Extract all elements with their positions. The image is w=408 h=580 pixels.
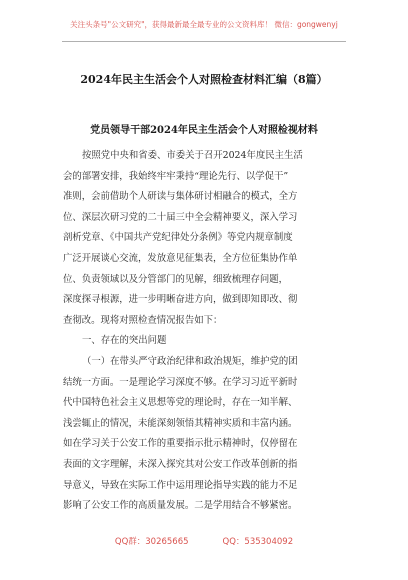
body-line: 如在学习关于公安工作的重要指示批示精神时，仅停留在 xyxy=(63,438,298,450)
body-line: 广泛开展谈心交流，发放意见征集表，全方位征集协作单 xyxy=(63,252,298,264)
qq-number: QQ：535304092 xyxy=(222,537,294,547)
body-line: 按照党中央和省委、市委关于召开2024年度民主生活 xyxy=(82,150,303,161)
header-divider xyxy=(62,41,346,42)
body-line: 表面的文字理解，未深入探究其对公安工作改革创新的指 xyxy=(63,458,298,470)
body-line: 位、负责领域以及分管部门的见解，细致梳理存问题， xyxy=(63,273,289,285)
body-line: 深度探寻根源，进一步明晰奋进方向，做到即知即改、彻 xyxy=(63,294,298,306)
section-title: 党员领导干部2024年民主生活会个人对照检视材料 xyxy=(90,125,318,136)
body-line: 位、深层次研习党的二十届三中全会精神要义，深入学习 xyxy=(63,211,298,223)
footer-contact xyxy=(0,535,408,547)
body-line: 查彻改。现将对照检查情况报告如下： xyxy=(63,314,223,326)
body-text xyxy=(63,146,353,517)
body-line: （一）在带头严守政治纪律和政治规矩，维护党的团 xyxy=(82,355,298,367)
body-line: 影响了公安工作的高质量发展。二是学用结合不够紧密。 xyxy=(63,500,298,512)
body-line: 导意义，导致在实际工作中运用理论指导实践的能力不足 xyxy=(63,479,298,491)
body-heading: 一、存在的突出问题 xyxy=(82,335,167,347)
body-line: 结统一方面。一是理论学习深度不够。在学习习近平新时 xyxy=(63,376,298,388)
document-title: 2024年民主生活会个人对照检查材料汇编（8篇） xyxy=(80,73,328,86)
header-promo-text: 关注头条号"公文研究"，获得最新最全最专业的公文资料库！ 微信：gongwenyj xyxy=(70,20,338,29)
qq-group-number: QQ群：30265665 xyxy=(114,537,189,547)
body-line: 准则，会前借助个人研读与集体研讨相融合的模式，全方 xyxy=(63,191,298,203)
body-line: 剖析党章、《中国共产党纪律处分条例》等党内规章制度 xyxy=(63,232,293,244)
body-line: 会的部署安排，我始终牢牢秉持“理论先行、以学促干” xyxy=(63,170,289,182)
body-line: 浅尝辄止的情况，未能深刻领悟其精神实质和丰富内涵。 xyxy=(63,417,298,429)
body-line: 代中国特色社会主义思想等党的理论时，存在一知半解、 xyxy=(63,397,298,409)
